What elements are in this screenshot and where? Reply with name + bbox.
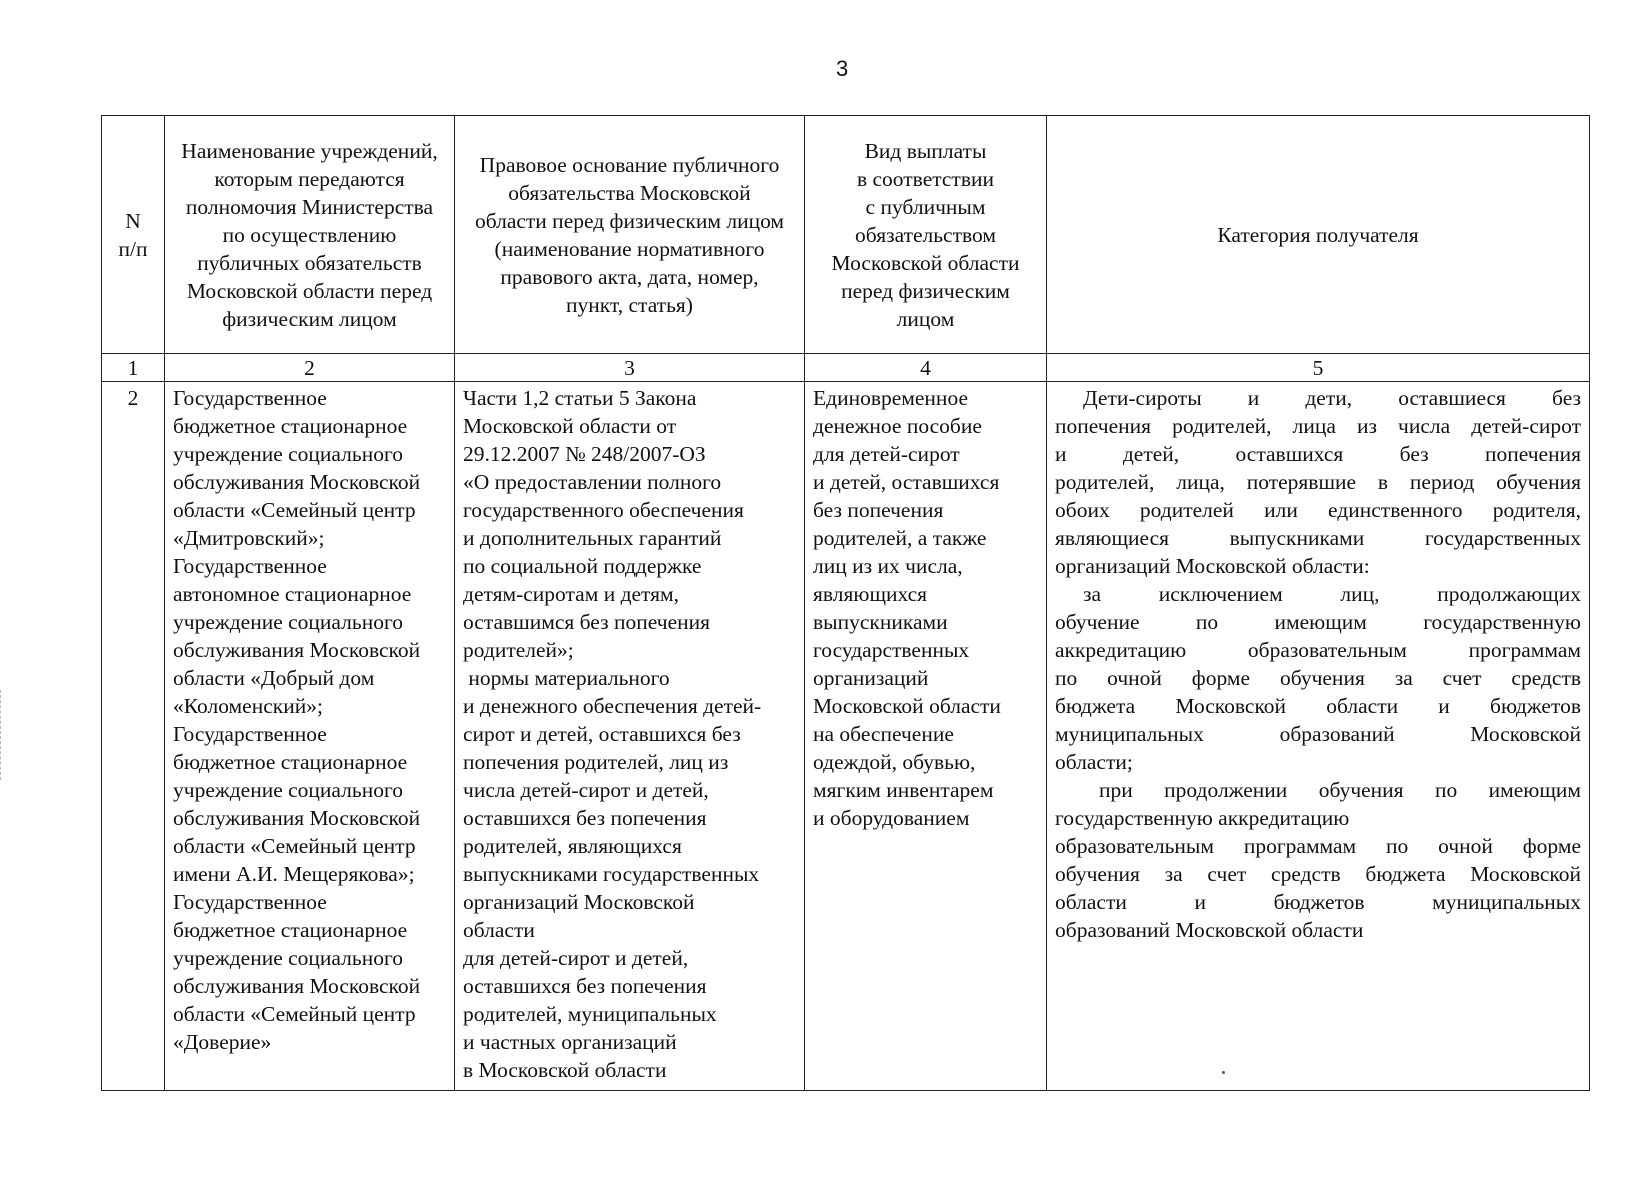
header-legal-basis xyxy=(455,116,805,354)
column-numbers-row xyxy=(102,354,1590,382)
recipient-paragraph-1 xyxy=(1055,384,1581,580)
payment-type-line: родителей, а также xyxy=(813,526,987,550)
legal-basis-line: выпускниками государственных xyxy=(463,862,760,886)
header-line: полномочия Министерства xyxy=(185,194,434,219)
legal-basis-line: Части 1,2 статьи 5 Закона xyxy=(463,386,697,410)
legal-basis-line: родителей, муниципальных xyxy=(463,1002,717,1026)
recipient-category-cell xyxy=(1047,382,1590,1091)
header-line: правового акта, дата, номер, xyxy=(500,264,759,289)
institution-line: бюджетное стационарное xyxy=(173,750,408,774)
header-line: публичных обязательств xyxy=(197,250,422,275)
payment-type-line: для детей-сирот xyxy=(813,442,960,466)
legal-basis-line: оставшимся без попечения xyxy=(463,610,711,634)
legal-basis-cell xyxy=(455,382,805,1091)
header-line: N xyxy=(125,208,141,233)
payment-type-line: и детей, оставшихся xyxy=(813,470,1000,494)
institution-line: области «Семейный центр xyxy=(173,834,416,858)
text-line: родителей, лица, потерявшие в период обучения xyxy=(1055,470,1581,494)
institution-line: «Доверие» xyxy=(173,1030,272,1054)
text-line: бюджета Московской области и бюджетов xyxy=(1055,694,1581,718)
institution-line: обслуживания Московской xyxy=(173,974,421,998)
page-number: 3 xyxy=(836,56,849,81)
text-line: обоих родителей или единственного родителя, xyxy=(1055,498,1581,522)
legal-basis-line: детям-сиротам и детям, xyxy=(463,582,680,606)
header-institutions xyxy=(165,116,455,354)
legal-basis-line: и дополнительных гарантий xyxy=(463,526,722,550)
header-recipient-category xyxy=(1047,116,1590,354)
text-line: организаций Московской области: xyxy=(1055,554,1370,578)
institution-line: учреждение социального xyxy=(173,610,403,634)
payment-type-line: государственных xyxy=(813,638,970,662)
header-line: пункт, статья) xyxy=(566,292,693,317)
legal-basis-line: в Московской области xyxy=(463,1058,667,1082)
institution-line: обслуживания Московской xyxy=(173,470,421,494)
payment-type-line: без попечения xyxy=(813,498,944,522)
payment-type-line: являющихся xyxy=(813,582,928,606)
institution-line: бюджетное стационарное xyxy=(173,414,408,438)
text-line: образований Московской области xyxy=(1055,918,1364,942)
institution-line: «Коломенский»; xyxy=(173,694,323,718)
payment-type-line: Единовременное xyxy=(813,386,968,410)
header-line: (наименование нормативного xyxy=(494,236,765,261)
scan-margin-mark xyxy=(0,690,3,780)
header-line: обязательством xyxy=(855,222,996,247)
column-number: 5 xyxy=(1047,354,1590,382)
legal-basis-line: оставшихся без попечения xyxy=(463,806,707,830)
legal-basis-line: и частных организаций xyxy=(463,1030,677,1054)
text-line: области; xyxy=(1055,750,1133,774)
payment-type-line: и оборудованием xyxy=(813,806,970,830)
text-line: по очной форме обучения за счет средств xyxy=(1055,666,1581,690)
institution-line: Государственное xyxy=(173,890,327,914)
row-number: 2 xyxy=(102,382,165,1091)
header-line: Московской области перед xyxy=(186,278,433,303)
payment-type-line: выпускниками xyxy=(813,610,948,634)
text-line: являющиеся выпускниками государственных xyxy=(1055,526,1581,550)
institution-line: Государственное xyxy=(173,722,327,746)
payment-type-line: организаций xyxy=(813,666,929,690)
legal-basis-line: организаций Московской xyxy=(463,890,695,914)
legal-basis-line: родителей, являющихся xyxy=(463,834,682,858)
header-line: в соответствии xyxy=(856,166,994,191)
column-number: 4 xyxy=(805,354,1047,382)
legal-basis-line: родителей»; xyxy=(463,638,574,662)
recipient-paragraph-3 xyxy=(1055,776,1581,944)
institution-line: обслуживания Московской xyxy=(173,638,421,662)
legal-basis-line: попечения родителей, лиц из xyxy=(463,750,729,774)
header-line: Наименование учреждений, xyxy=(181,138,438,163)
header-line: области перед физическим лицом xyxy=(474,208,785,233)
text-line: муниципальных образований Московской xyxy=(1055,722,1581,746)
header-line: п/п xyxy=(118,236,148,261)
institution-line: учреждение социального xyxy=(173,442,403,466)
legal-basis-line: сирот и детей, оставшихся без xyxy=(463,722,741,746)
legal-basis-line: числа детей-сирот и детей, xyxy=(463,778,709,802)
header-line: с публичным xyxy=(865,194,986,219)
legal-basis-line: Московской области от xyxy=(463,414,677,438)
header-line: Категория получателя xyxy=(1217,222,1419,247)
legal-basis-line: государственного обеспечения xyxy=(463,498,744,522)
text-line: обучения за счет средств бюджета Московской xyxy=(1055,862,1581,886)
text-line: области и бюджетов муниципальных xyxy=(1055,890,1581,914)
payment-type-cell xyxy=(805,382,1047,1091)
legal-basis-line: нормы материального xyxy=(463,666,670,690)
payments-table xyxy=(101,115,1590,1091)
institution-line: Государственное xyxy=(173,386,327,410)
institution-line: области «Семейный центр xyxy=(173,1002,416,1026)
institution-line: имени А.И. Мещерякова»; xyxy=(173,862,415,886)
institution-line: автономное стационарное xyxy=(173,582,412,606)
payment-type-line: на обеспечение xyxy=(813,722,954,746)
header-line: физическим лицом xyxy=(222,306,397,331)
header-line: перед физическим xyxy=(841,278,1010,303)
institution-line: учреждение социального xyxy=(173,946,403,970)
text-line: аккредитацию образовательным программам xyxy=(1055,638,1581,662)
header-line: обязательства Московской xyxy=(508,180,751,205)
text-line: государственную аккредитацию xyxy=(1055,806,1350,830)
text-line: попечения родителей, лица из числа детей-сирот xyxy=(1055,414,1581,438)
institution-line: области «Добрый дом xyxy=(173,666,375,690)
payment-type-line: одеждой, обувью, xyxy=(813,750,976,774)
institution-line: учреждение социального xyxy=(173,778,403,802)
legal-basis-line: и денежного обеспечения детей- xyxy=(463,694,762,718)
institution-line: «Дмитровский»; xyxy=(173,526,325,550)
header-line: Правовое основание публичного xyxy=(479,152,780,177)
text-line: и детей, оставшихся без попечения xyxy=(1055,442,1581,466)
payment-type-line: Московской области xyxy=(813,694,1001,718)
header-line: Вид выплаты xyxy=(864,138,987,163)
legal-basis-line: для детей-сирот и детей, xyxy=(463,946,689,970)
header-line: Московской области xyxy=(831,250,1020,275)
institution-line: области «Семейный центр xyxy=(173,498,416,522)
legal-basis-line: области xyxy=(463,918,535,942)
legal-basis-line: 29.12.2007 № 248/2007-ОЗ xyxy=(463,442,706,466)
table-header-row xyxy=(102,116,1590,354)
header-payment-type xyxy=(805,116,1047,354)
column-number: 3 xyxy=(455,354,805,382)
institution-line: обслуживания Московской xyxy=(173,806,421,830)
legal-basis-line: оставшихся без попечения xyxy=(463,974,707,998)
header-line: лицом xyxy=(896,306,955,331)
institutions-cell xyxy=(165,382,455,1091)
column-number: 2 xyxy=(165,354,455,382)
header-line: по осуществлению xyxy=(222,222,397,247)
legal-basis-line: «О предоставлении полного xyxy=(463,470,722,494)
payment-type-line: лиц из их числа, xyxy=(813,554,963,578)
recipient-paragraph-2 xyxy=(1055,580,1581,776)
legal-basis-line: по социальной поддержке xyxy=(463,554,702,578)
header-line: которым передаются xyxy=(214,166,405,191)
text-line: при продолжении обучения по имеющим xyxy=(1099,778,1581,802)
column-number: 1 xyxy=(102,354,165,382)
text-line: обучение по имеющим государственную xyxy=(1055,610,1581,634)
text-line: образовательным программам по очной форме xyxy=(1055,834,1581,858)
payment-type-line: мягким инвентарем xyxy=(813,778,994,802)
text-line: за исключением лиц, продолжающих xyxy=(1083,582,1581,606)
header-number xyxy=(102,116,165,354)
table-row xyxy=(102,382,1590,1091)
institution-line: бюджетное стационарное xyxy=(173,918,408,942)
payment-type-line: денежное пособие xyxy=(813,414,982,438)
institution-line: Государственное xyxy=(173,554,327,578)
text-line: Дети-сироты и дети, оставшиеся без xyxy=(1083,386,1581,410)
